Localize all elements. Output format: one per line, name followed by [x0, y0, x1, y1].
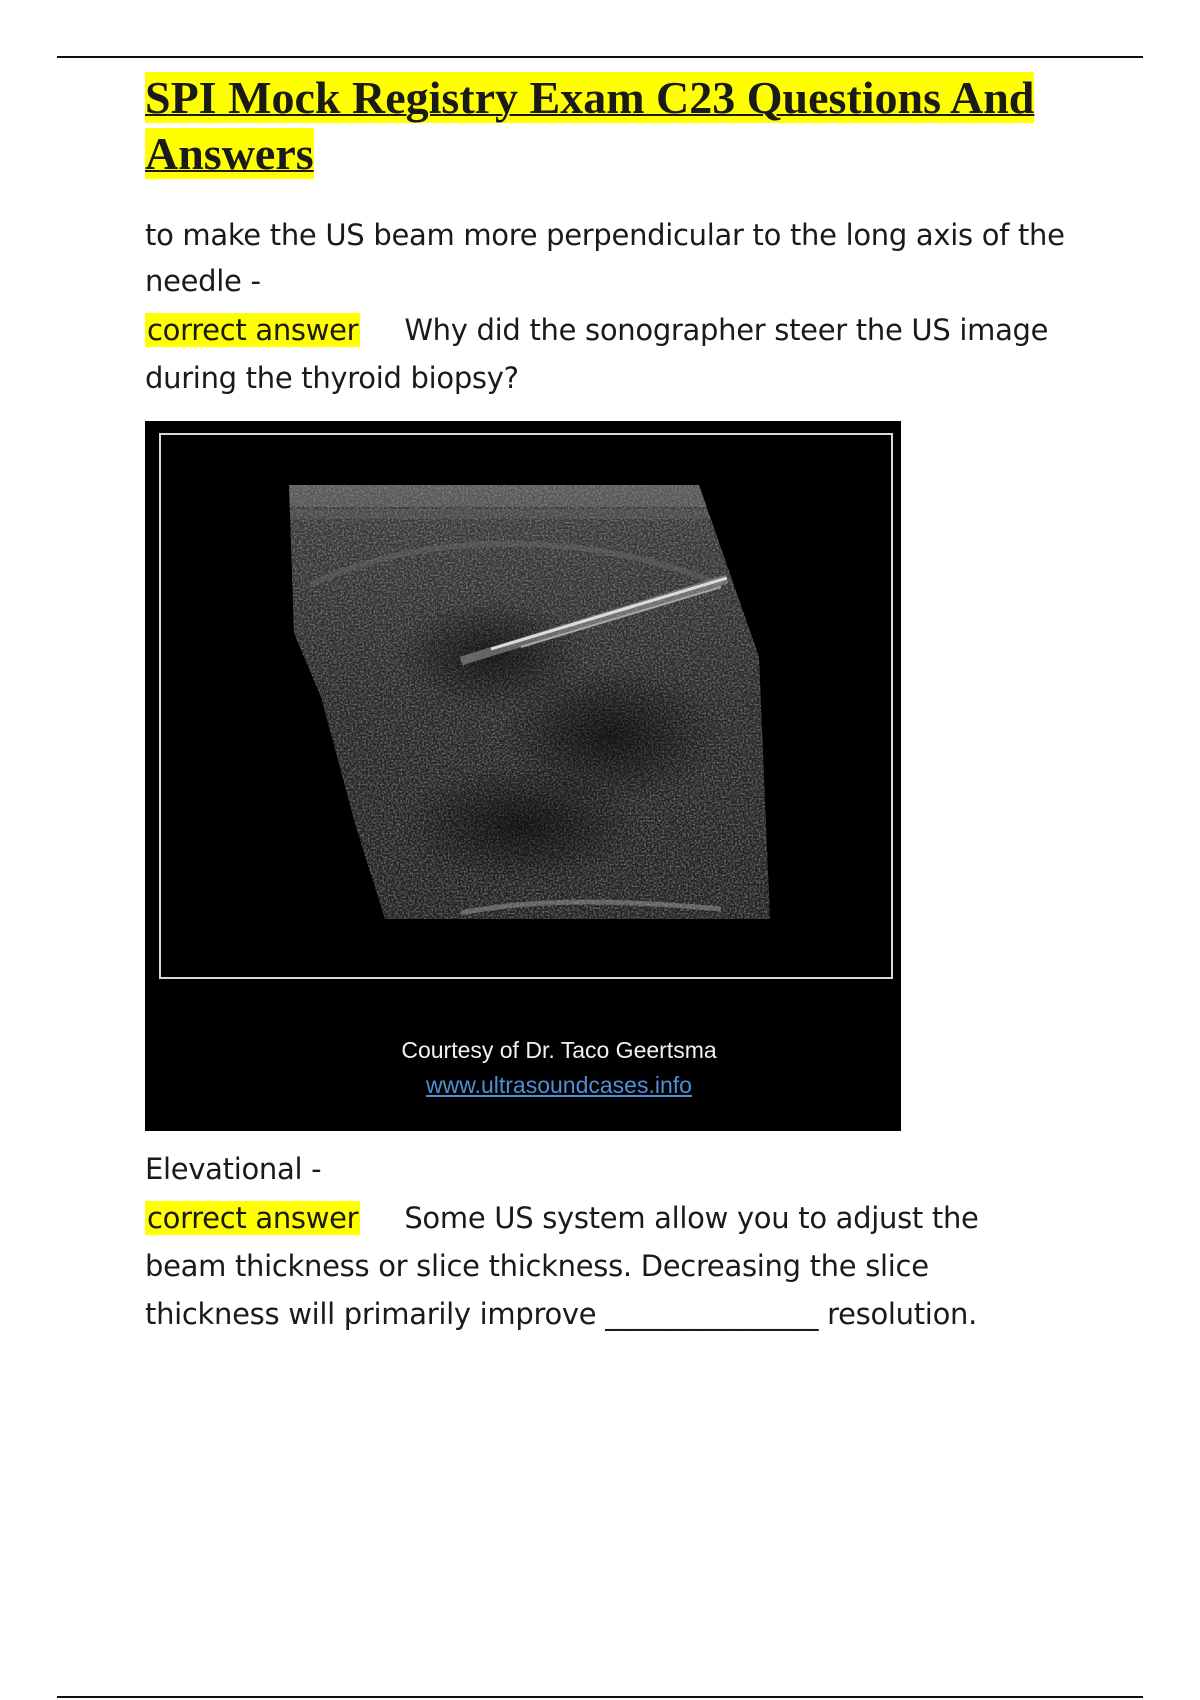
document-title: [145, 70, 1095, 182]
question-block-2: [145, 1194, 1065, 1338]
image-credit: Courtesy of Dr. Taco Geertsma: [401, 1037, 717, 1063]
document-title-text: SPI Mock Registry Exam C23 Questions And Answers: [145, 72, 1035, 179]
thyroid-biopsy-ultrasound-image: [161, 435, 891, 977]
source-link[interactable]: www.ultrasoundcases.info: [426, 1072, 692, 1098]
answer-text-2: Elevational -: [145, 1152, 322, 1186]
ultrasound-image-frame: [159, 433, 893, 979]
ultrasound-figure: [145, 421, 901, 1131]
footer-rule: [57, 1696, 1143, 1698]
correct-answer-label: correct answer: [147, 1201, 359, 1235]
answer-text-1: to make the US beam more perpendicular to the long axis of the needle -: [145, 218, 1065, 298]
header-rule: [57, 56, 1143, 58]
correct-answer-label: correct answer: [147, 313, 359, 347]
question-block-1: [145, 306, 1065, 402]
question-text-2: Some US system allow you to adjust the beam thickness or slice thickness. Decreasing the slice thickness will primarily improve _______________ resolution.: [145, 1201, 979, 1331]
question-text-1: Why did the sonographer steer the US image during the thyroid biopsy?: [145, 313, 1049, 395]
